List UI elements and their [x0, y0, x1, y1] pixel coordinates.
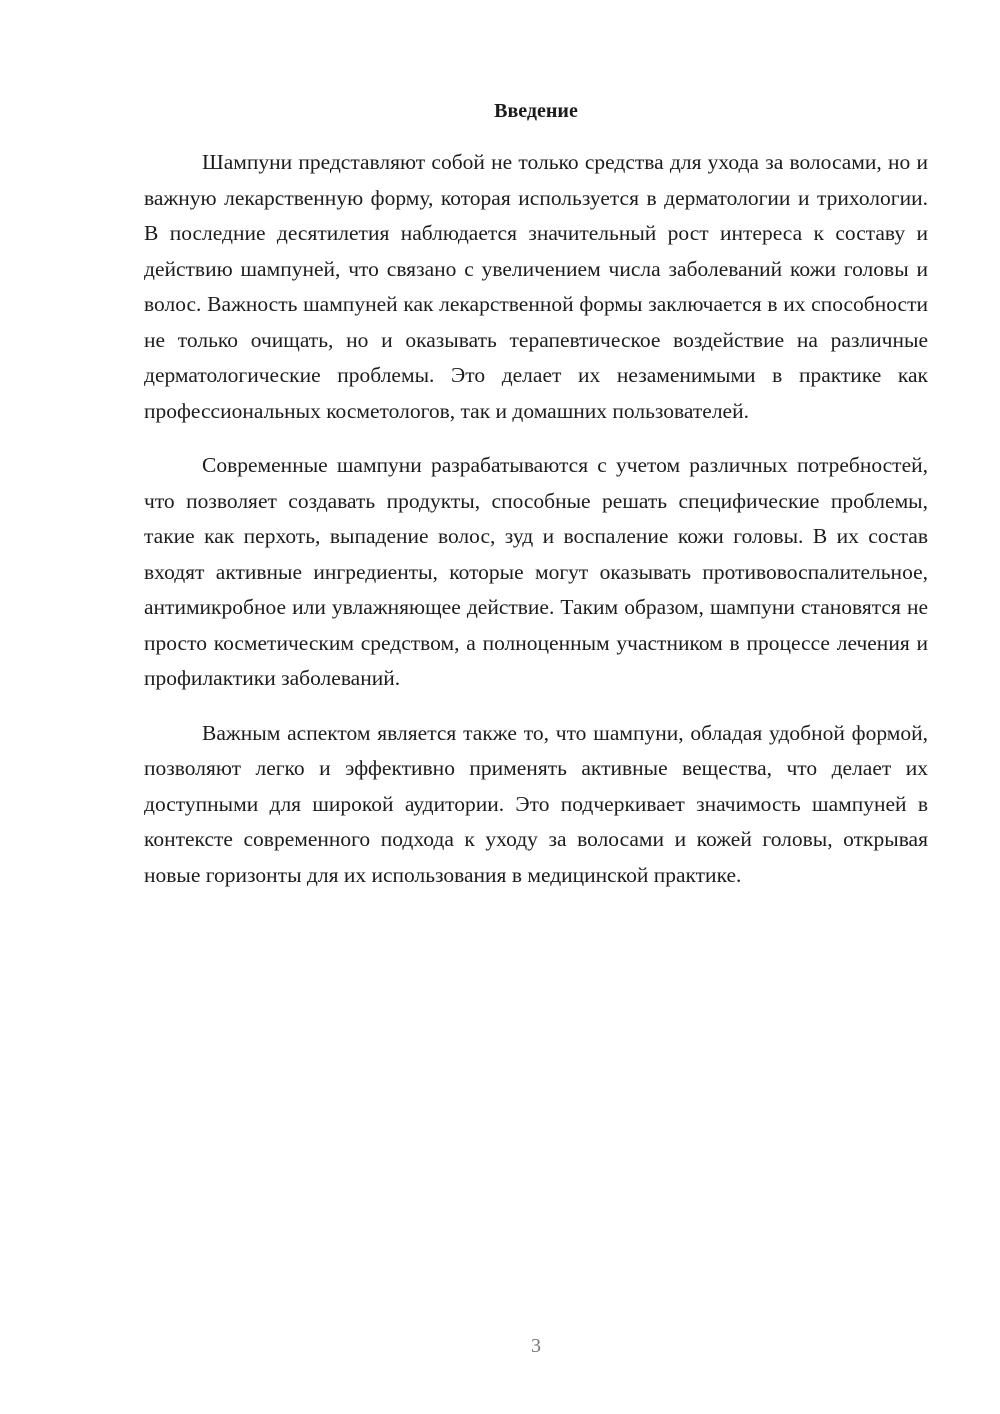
- paragraph-1: Шампуни представляют собой не только средства для ухода за волосами, но и важную лекарственную форму, которая используется в дерматологии и трихологии. В последние десятилетия наблюдается значительный рост интереса к составу и действию шампуней, что связано с увеличением числа заболеваний кожи головы и волос. Важность шампуней как лекарственной формы заключается в их способности не только очищать, но и оказывать терапевтическое воздействие на различные дерматологические проблемы. Это делает их незаменимыми в практике как профессиональных косметологов, так и домашних пользователей.: [144, 150, 928, 423]
- page-number: 3: [531, 1335, 541, 1357]
- paragraph-2: Современные шампуни разрабатываются с учетом различных потребностей, что позволяет создавать продукты, способные решать специфические проблемы, такие как перхоть, выпадение волос, зуд и воспаление кожи головы. В их состав входят активные ингредиенты, которые могут оказывать противовоспалительное, антимикробное или увлажняющее действие. Таким образом, шампуни становятся не просто косметическим средством, а полноценным участником в процессе лечения и профилактики заболеваний.: [144, 453, 928, 690]
- section-title: Введение: [494, 100, 578, 122]
- paragraph-3: Важным аспектом является также то, что шампуни, обладая удобной формой, позволяют легко и эффективно применять активные вещества, что делает их доступными для широкой аудитории. Это подчеркивает значимость шампуней в контексте современного подхода к уходу за волосами и кожей головы, открывая новые горизонты для их использования в медицинской практике.: [144, 720, 928, 887]
- body-text: [144, 145, 928, 912]
